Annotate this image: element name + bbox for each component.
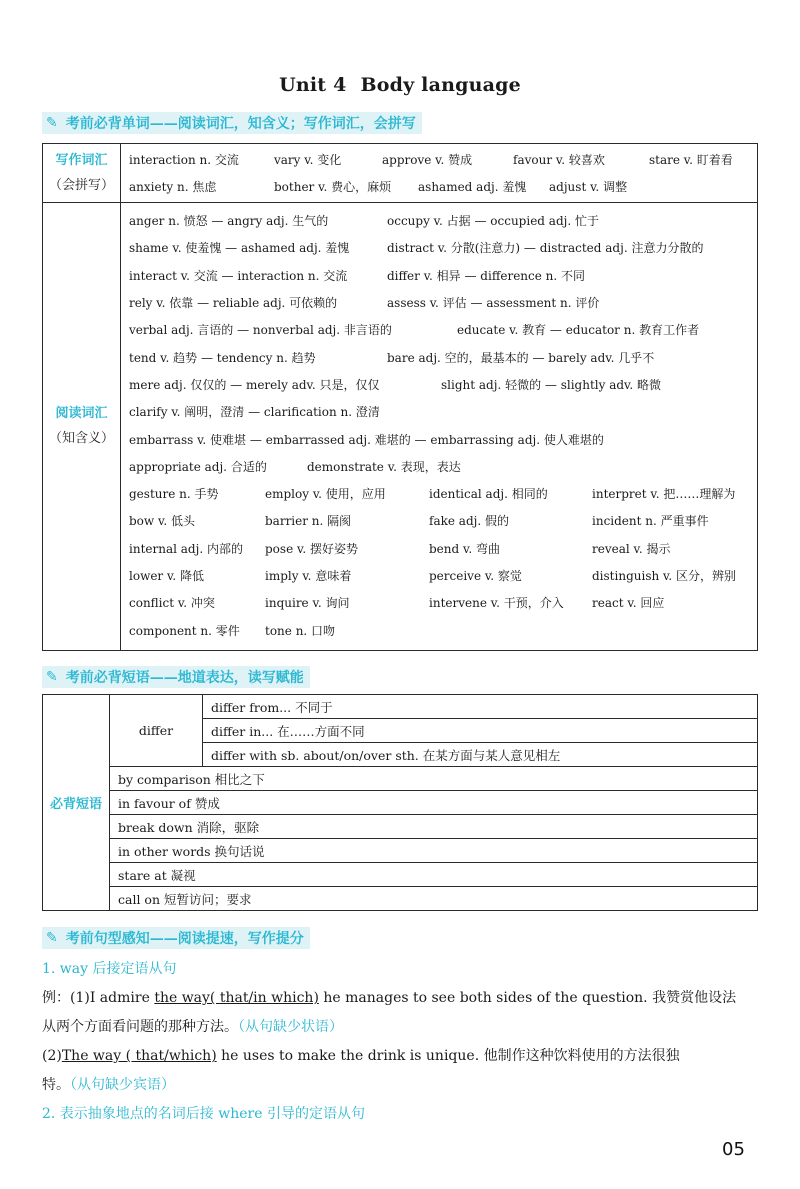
vocab-entry: favour v. 较喜欢	[513, 153, 605, 167]
vocab-entry: vary v. 变化	[274, 153, 342, 167]
phrases-label: 必背短语	[43, 695, 110, 911]
differ-item: differ in... 在……方面不同	[203, 719, 758, 743]
differ-item: differ with sb. about/on/over sth. 在某方面与某人意见相左	[203, 743, 758, 767]
vocab-entry: fake adj. 假的	[429, 514, 509, 529]
vocab-line	[129, 616, 757, 643]
vocab-entry: rely v. 依靠 — reliable adj. 可依赖的	[129, 296, 338, 311]
phrase-row	[43, 791, 758, 815]
writing-vocab-label-sub: （会拼写）	[48, 178, 114, 193]
phrase-row	[43, 839, 758, 863]
vocab-entry: lower v. 降低	[129, 569, 204, 583]
example-line	[42, 984, 760, 1013]
writing-vocab-label	[43, 144, 121, 203]
example-text: he uses to make the drink is unique. 他制作这种饮料使用的方法很独	[216, 1048, 680, 1064]
vocab-entry: gesture n. 手势	[129, 487, 219, 502]
vocab-entry: demonstrate v. 表现，表达	[307, 459, 461, 474]
vocab-entry: perceive v. 察觉	[429, 569, 522, 583]
vocab-entry: anxiety n. 焦虑	[129, 180, 217, 194]
vocab-line	[129, 173, 757, 200]
vocab-entry: adjust v. 调整	[549, 180, 628, 194]
writing-vocab-label-main: 写作词汇	[55, 153, 108, 168]
vocab-entry: embarrass v. 使难堪 — embarrassed adj. 难堪的 — embarrassing adj. 使人难堪的	[129, 432, 604, 447]
unit-topic: Body language	[360, 74, 521, 96]
grammar-note: （从句缺少宾语）	[70, 1077, 175, 1093]
page-number: 05	[722, 1139, 745, 1160]
vocab-line	[129, 507, 757, 534]
phrase-row	[43, 767, 758, 791]
vocab-line	[129, 207, 757, 234]
vocab-entry: react v. 回应	[592, 596, 665, 611]
sentence-patterns	[42, 955, 760, 1129]
vocab-line	[129, 343, 757, 370]
vocab-entry: slight adj. 轻微的 — slightly adv. 略微	[441, 377, 662, 392]
phrase-item: in favour of 赞成	[110, 791, 758, 815]
phrase-item: in other words 换句话说	[110, 839, 758, 863]
phrase-row	[43, 863, 758, 887]
vocab-line	[129, 535, 757, 562]
vocab-entry: ashamed adj. 羞愧	[418, 180, 527, 194]
sentences-banner	[42, 927, 310, 949]
phrase-item: by comparison 相比之下	[110, 767, 758, 791]
pencil-icon: ✎	[46, 669, 58, 685]
phrase-item: call on 短暂访问；要求	[110, 887, 758, 911]
underlined-phrase: The way ( that/which)	[61, 1048, 217, 1064]
phrases-banner	[42, 666, 310, 688]
example-line	[42, 1013, 760, 1042]
vocab-line	[129, 425, 757, 452]
vocab-line	[129, 398, 757, 425]
example-text: 特。	[42, 1077, 70, 1093]
vocab-entry: interact v. 交流 — interaction n. 交流	[129, 268, 348, 283]
vocab-entry: imply v. 意味着	[265, 569, 352, 583]
pencil-icon: ✎	[46, 115, 58, 131]
example-text: 例：(1)I admire	[42, 990, 155, 1006]
vocab-entry: identical adj. 相同的	[429, 487, 548, 502]
vocab-entry: bow v. 低头	[129, 514, 195, 529]
reading-vocab-body	[121, 203, 758, 651]
vocab-line	[129, 289, 757, 316]
phrase-row	[43, 695, 758, 719]
vocab-entry: pose v. 摆好姿势	[265, 541, 358, 556]
vocab-entry: internal adj. 内部的	[129, 541, 243, 556]
vocab-banner	[42, 112, 422, 134]
grammar-note: （从句缺少状语）	[238, 1019, 343, 1035]
vocab-entry: inquire v. 询问	[265, 596, 350, 611]
example-text: (2)	[42, 1048, 62, 1064]
phrases-banner-text: 考前必背短语——地道表达，读写赋能	[65, 670, 304, 686]
vocab-line	[129, 262, 757, 289]
underlined-phrase: the way( that/in which)	[154, 990, 319, 1006]
vocab-entry: clarify v. 阐明，澄清 — clarification n. 澄清	[129, 405, 380, 420]
vocab-entry: employ v. 使用，应用	[265, 487, 386, 502]
differ-item: differ from... 不同于	[203, 695, 758, 719]
phrase-item: stare at 凝视	[110, 863, 758, 887]
reading-vocab-label-sub: （知含义）	[48, 431, 114, 447]
vocab-entry: educate v. 教育 — educator n. 教育工作者	[457, 323, 700, 338]
phrase-row	[43, 887, 758, 911]
phrase-item: break down 消除，驱除	[110, 815, 758, 839]
vocab-entry: reveal v. 揭示	[592, 541, 671, 556]
pencil-icon: ✎	[46, 930, 58, 946]
phrase-row	[43, 815, 758, 839]
writing-vocab-body	[121, 144, 758, 203]
vocab-table	[42, 143, 758, 651]
reading-vocab-label	[43, 203, 121, 651]
vocab-entry: tend v. 趋势 — tendency n. 趋势	[129, 350, 316, 365]
phrases-table	[42, 694, 758, 911]
vocab-entry: verbal adj. 言语的 — nonverbal adj. 非言语的	[129, 323, 392, 338]
vocab-entry: mere adj. 仅仅的 — merely adv. 只是，仅仅	[129, 377, 380, 392]
vocab-entry: bare adj. 空的，最基本的 — barely adv. 几乎不	[387, 350, 655, 365]
pattern-heading: 1. way 后接定语从句	[42, 961, 177, 977]
page-title	[0, 74, 800, 96]
vocab-line	[129, 480, 757, 507]
vocab-entry: interpret v. 把……理解为	[592, 487, 736, 502]
reading-vocab-label-main: 阅读词汇	[55, 406, 108, 422]
vocab-line	[129, 234, 757, 261]
example-text: he manages to see both sides of the question. 我赞赏他设法	[318, 990, 737, 1006]
pattern-heading: 2. 表示抽象地点的名词后接 where 引导的定语从句	[42, 1106, 365, 1122]
vocab-entry: approve v. 赞成	[382, 153, 473, 167]
vocab-line	[129, 589, 757, 616]
vocab-entry: interaction n. 交流	[129, 153, 239, 167]
vocab-entry: incident n. 严重事件	[592, 514, 709, 529]
vocab-entry: occupy v. 占据 — occupied adj. 忙于	[387, 214, 599, 229]
vocab-entry: bend v. 弯曲	[429, 541, 500, 556]
example-text: 从两个方面看问题的那种方法。	[42, 1019, 238, 1035]
example-line	[42, 1042, 760, 1071]
vocab-line	[129, 371, 757, 398]
vocab-entry: conflict v. 冲突	[129, 596, 215, 611]
vocab-banner-text: 考前必背单词——阅读词汇，知含义；写作词汇，会拼写	[65, 116, 416, 132]
vocab-entry: shame v. 使羞愧 — ashamed adj. 羞愧	[129, 241, 350, 256]
vocab-entry: assess v. 评估 — assessment n. 评价	[387, 296, 600, 311]
vocab-entry: appropriate adj. 合适的	[129, 459, 267, 474]
vocab-entry: bother v. 费心，麻烦	[274, 180, 392, 194]
differ-label: differ	[110, 695, 203, 767]
vocab-line	[129, 453, 757, 480]
vocab-entry: distract v. 分散(注意力) — distracted adj. 注意力分散的	[387, 241, 704, 256]
vocab-entry: differ v. 相异 — difference n. 不同	[387, 268, 586, 283]
vocab-entry: stare v. 盯着看	[649, 153, 733, 167]
vocab-entry: barrier n. 隔阂	[265, 514, 352, 529]
writing-vocab-row	[43, 144, 758, 203]
vocab-line	[129, 316, 757, 343]
vocab-line	[129, 146, 757, 173]
vocab-line	[129, 562, 757, 589]
vocab-entry: component n. 零件	[129, 623, 240, 638]
sentences-banner-text: 考前句型感知——阅读提速，写作提分	[65, 931, 304, 947]
reading-vocab-row	[43, 203, 758, 651]
vocab-entry: distinguish v. 区分，辨别	[592, 569, 737, 583]
example-line	[42, 1071, 760, 1100]
vocab-entry: tone n. 口吻	[265, 623, 336, 638]
vocab-entry: intervene v. 干预，介入	[429, 596, 564, 611]
unit-number: Unit 4	[279, 74, 347, 96]
vocab-entry: anger n. 愤怒 — angry adj. 生气的	[129, 214, 329, 229]
